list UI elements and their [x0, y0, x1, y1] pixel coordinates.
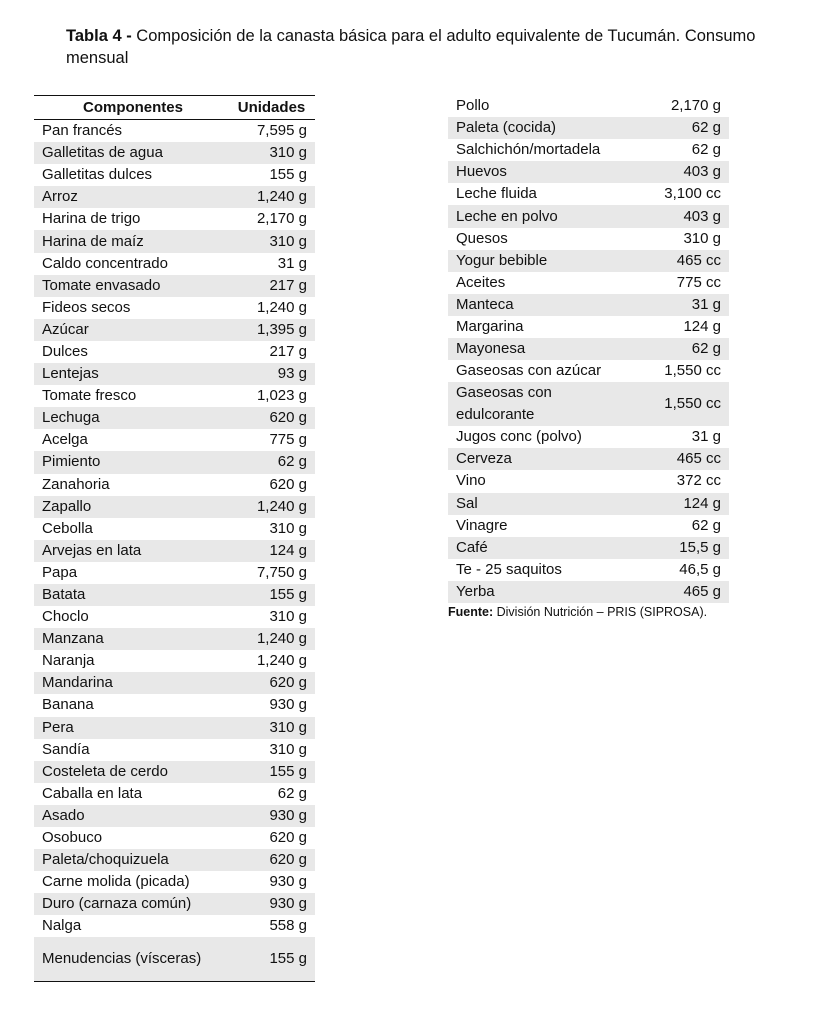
table-row — [448, 161, 729, 183]
component-unit: 7,750 g — [256, 563, 307, 581]
component-unit: 310 g — [269, 740, 307, 758]
component-name: Manteca — [448, 294, 631, 316]
table-row — [34, 297, 315, 319]
left-table — [34, 95, 315, 982]
component-name: Paleta/choquizuela — [34, 849, 232, 871]
table-row — [448, 205, 729, 227]
table-row — [34, 385, 315, 407]
component-unit: 62 g — [631, 338, 729, 360]
component-name: Lentejas — [34, 363, 232, 385]
component-name: Jugos conc (polvo) — [456, 428, 582, 446]
component-unit: 62 g — [691, 516, 721, 534]
table-row — [34, 474, 315, 496]
component-name: Caballa en lata — [42, 784, 143, 802]
table-row — [448, 448, 729, 470]
component-name: Choclo — [42, 608, 89, 626]
component-unit: 620 g — [269, 475, 307, 493]
table-row — [34, 783, 315, 805]
component-name: Nalga — [42, 917, 82, 935]
component-unit: 465 g — [631, 581, 729, 603]
table-row — [448, 250, 729, 272]
component-unit: 7,595 g — [256, 122, 307, 140]
table-row — [34, 606, 315, 628]
component-unit: 62 g — [691, 141, 721, 159]
component-unit: 403 g — [631, 161, 729, 183]
source-note — [448, 605, 707, 619]
component-unit: 155 g — [232, 584, 315, 606]
table-row — [448, 382, 729, 426]
component-name: Yogur bebible — [448, 250, 631, 272]
table-row — [34, 739, 315, 761]
component-unit: 310 g — [232, 142, 315, 164]
component-unit: 217 g — [232, 275, 315, 297]
table-row — [34, 253, 315, 275]
component-name: Tomate envasado — [34, 275, 232, 297]
table-row — [34, 451, 315, 473]
component-name: Duro (carnaza común) — [34, 893, 232, 915]
component-name: Caldo concentrado — [42, 254, 168, 272]
component-name: Vino — [456, 472, 486, 490]
table-row — [34, 562, 315, 584]
right-table-body — [448, 95, 729, 603]
component-name: Sandía — [42, 740, 90, 758]
table-row — [34, 672, 315, 694]
component-unit: 1,023 g — [256, 387, 307, 405]
table-row — [34, 496, 315, 518]
component-unit: 124 g — [631, 493, 729, 515]
component-unit: 31 g — [277, 254, 307, 272]
table-row — [448, 183, 729, 205]
component-unit: 124 g — [683, 317, 721, 335]
component-name: Te - 25 saquitos — [456, 560, 562, 578]
component-name: Arroz — [34, 186, 232, 208]
component-name: Pan francés — [42, 122, 123, 140]
component-unit: 3,100 cc — [664, 185, 721, 203]
component-name: Yerba — [448, 581, 631, 603]
component-unit: 1,240 g — [256, 652, 307, 670]
component-unit: 310 g — [232, 230, 315, 252]
component-name: Quesos — [456, 229, 508, 247]
component-unit: 31 g — [691, 428, 721, 446]
header-unidades: Unidades — [232, 96, 315, 120]
component-unit: 1,240 g — [232, 186, 315, 208]
component-unit: 124 g — [232, 540, 315, 562]
component-name: Gaseosas con azúcar — [456, 362, 602, 380]
component-unit: 310 g — [683, 229, 721, 247]
component-name: Mayonesa — [448, 338, 631, 360]
table-row — [34, 694, 315, 716]
table-row — [34, 584, 315, 606]
table-number: Tabla 4 - — [66, 27, 132, 45]
component-unit: 62 g — [277, 784, 307, 802]
component-name: Menudencias (vísceras) — [34, 937, 232, 982]
component-name: Sal — [448, 493, 631, 515]
component-name: Galletitas dulces — [42, 166, 153, 184]
table-row — [34, 208, 315, 230]
component-unit: 310 g — [232, 717, 315, 739]
table-row — [448, 559, 729, 581]
table-row — [448, 470, 729, 492]
table-row — [448, 117, 729, 139]
component-name: Harina de maíz — [34, 230, 232, 252]
component-name: Mandarina — [34, 672, 232, 694]
component-unit: 775 cc — [676, 273, 721, 291]
component-unit: 372 cc — [676, 472, 721, 490]
component-name: Salchichón/mortadela — [456, 141, 601, 159]
table-row — [34, 518, 315, 540]
table-row — [34, 650, 315, 672]
component-name: Asado — [34, 805, 232, 827]
component-name: Zapallo — [34, 496, 232, 518]
component-unit: 1,550 cc — [664, 362, 721, 380]
component-unit: 62 g — [631, 117, 729, 139]
component-name: Margarina — [456, 317, 524, 335]
table-row — [448, 228, 729, 250]
component-unit: 930 g — [232, 893, 315, 915]
component-name: Gaseosas con edulcorante — [448, 382, 631, 426]
component-name: Pimiento — [34, 451, 232, 473]
component-name: Cebolla — [42, 519, 93, 537]
component-name: Manzana — [34, 628, 232, 650]
table-row — [34, 319, 315, 341]
component-unit: 1,240 g — [232, 628, 315, 650]
component-unit: 46,5 g — [679, 560, 721, 578]
component-unit: 620 g — [232, 849, 315, 871]
component-name: Acelga — [42, 431, 88, 449]
table-row — [34, 275, 315, 297]
header-componentes: Componentes — [34, 96, 232, 120]
component-unit: 155 g — [232, 761, 315, 783]
component-unit: 155 g — [269, 166, 307, 184]
component-name: Fideos secos — [42, 298, 131, 316]
component-unit: 930 g — [269, 696, 307, 714]
component-name: Cerveza — [448, 448, 631, 470]
component-name: Vinagre — [456, 516, 508, 534]
component-name: Galletitas de agua — [34, 142, 232, 164]
component-name: Azúcar — [34, 319, 232, 341]
component-name: Paleta (cocida) — [448, 117, 631, 139]
right-table — [448, 95, 729, 603]
component-unit: 310 g — [269, 608, 307, 626]
component-name: Leche en polvo — [448, 205, 631, 227]
header-row — [34, 96, 315, 120]
table-row — [34, 363, 315, 385]
table-row — [448, 493, 729, 515]
component-name: Lechuga — [34, 407, 232, 429]
component-name: Harina de trigo — [42, 210, 141, 228]
table-row — [448, 338, 729, 360]
table-row — [34, 230, 315, 252]
component-unit: 31 g — [631, 294, 729, 316]
component-unit: 15,5 g — [631, 537, 729, 559]
component-unit: 2,170 g — [256, 210, 307, 228]
component-name: Leche fluida — [456, 185, 537, 203]
table-row — [448, 537, 729, 559]
table-row — [34, 628, 315, 650]
table-row — [448, 426, 729, 448]
table-title: Composición de la canasta básica para el adulto equivalente de Tucumán. Consumo mensual — [66, 27, 756, 67]
table-row — [448, 515, 729, 537]
component-name: Pera — [34, 717, 232, 739]
table-caption — [66, 25, 816, 69]
table-row — [34, 717, 315, 739]
component-name: Costeleta de cerdo — [34, 761, 232, 783]
table-row — [34, 142, 315, 164]
table-row — [34, 540, 315, 562]
table-row — [34, 827, 315, 849]
table-row — [34, 893, 315, 915]
table-row — [34, 186, 315, 208]
component-unit: 403 g — [631, 205, 729, 227]
table-row — [448, 360, 729, 382]
table-row — [34, 849, 315, 871]
table-row — [34, 915, 315, 937]
component-unit: 620 g — [269, 829, 307, 847]
component-name: Carne molida (picada) — [42, 873, 190, 891]
component-name: Batata — [34, 584, 232, 606]
table-row — [34, 871, 315, 893]
table-row — [448, 95, 729, 117]
table-row — [34, 120, 315, 143]
component-unit: 217 g — [269, 342, 307, 360]
component-name: Dulces — [42, 342, 88, 360]
component-unit: 465 cc — [631, 250, 729, 272]
component-name: Papa — [42, 563, 78, 581]
component-unit: 1,240 g — [232, 496, 315, 518]
table-row — [448, 316, 729, 338]
component-unit: 310 g — [269, 519, 307, 537]
component-name: Arvejas en lata — [34, 540, 232, 562]
component-unit: 558 g — [269, 917, 307, 935]
table-row — [34, 937, 315, 982]
source-label: Fuente: — [448, 605, 494, 619]
component-name: Naranja — [42, 652, 95, 670]
table-row — [34, 805, 315, 827]
component-name: Café — [448, 537, 631, 559]
component-unit: 2,170 g — [670, 97, 721, 115]
component-unit: 620 g — [232, 672, 315, 694]
table-row — [448, 581, 729, 603]
component-name: Tomate fresco — [42, 387, 137, 405]
left-table-body — [34, 120, 315, 982]
component-name: Zanahoria — [42, 475, 110, 493]
component-unit: 775 g — [269, 431, 307, 449]
table-row — [448, 272, 729, 294]
component-unit: 62 g — [232, 451, 315, 473]
component-name: Pollo — [456, 97, 490, 115]
component-unit: 1,240 g — [256, 298, 307, 316]
component-unit: 620 g — [232, 407, 315, 429]
component-name: Huevos — [448, 161, 631, 183]
table-row — [34, 429, 315, 451]
source-text: División Nutrición – PRIS (SIPROSA). — [493, 605, 708, 619]
component-unit: 93 g — [232, 363, 315, 385]
component-unit: 930 g — [232, 805, 315, 827]
component-unit: 465 cc — [631, 448, 729, 470]
table-row — [448, 139, 729, 161]
component-unit: 930 g — [269, 873, 307, 891]
component-unit: 1,395 g — [232, 319, 315, 341]
component-name: Aceites — [456, 273, 506, 291]
table-row — [34, 407, 315, 429]
table-row — [34, 761, 315, 783]
component-name: Osobuco — [42, 829, 103, 847]
component-unit: 1,550 cc — [631, 382, 729, 426]
table-row — [448, 294, 729, 316]
component-name: Banana — [42, 696, 94, 714]
table-row — [34, 164, 315, 186]
component-unit: 155 g — [232, 937, 315, 982]
table-row — [34, 341, 315, 363]
